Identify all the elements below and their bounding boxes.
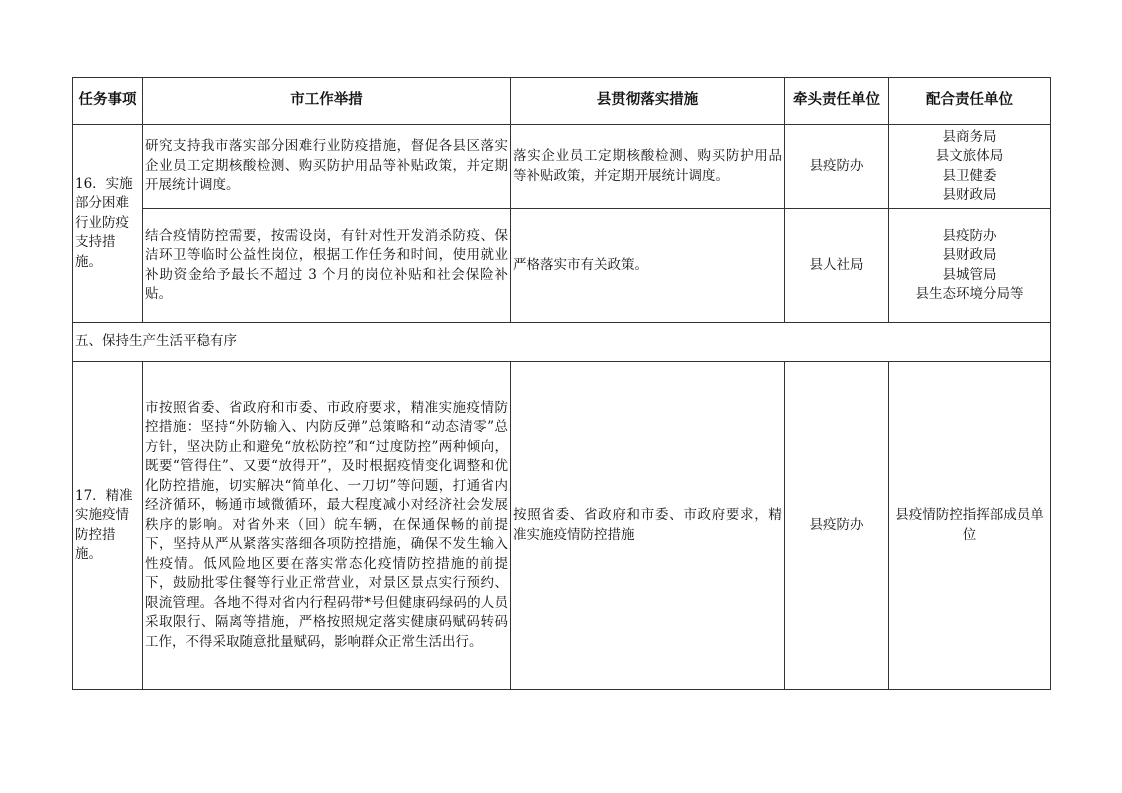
header-coop-unit: 配合责任单位: [889, 78, 1051, 125]
table-row: [73, 362, 1051, 690]
task-16-city-2: 结合疫情防控需要，按需设岗，有针对性开发消杀防疫、保洁环卫等临时公益性岗位，根据工作任务和时间，使用就业补助资金给予最长不超过 3 个月的岗位补贴和社会保险补贴。: [143, 209, 511, 323]
header-lead-unit: 牵头责任单位: [785, 78, 889, 125]
header-county-measures: 县贯彻落实措施: [511, 78, 785, 125]
task-17-city: 市按照省委、省政府和市委、市政府要求，精准实施疫情防控措施：坚持“外防输入、内防反弹”总策略和“动态清零”总方针，坚决防止和避免“放松防控”和“过度防控”两种倾向，既要“管得住”、又要“放得开”，及时根据疫情变化调整和优化防控措施，切实解决“简单化、一刀切”等问题，打通省内经济循环，畅通市域微循环，最大程度减小对经济社会发展秩序的影响。对省外来（回）皖车辆，在保通保畅的前提下，坚持从严从紧落实落细各项防控措施，确保不发生输入性疫情。低风险地区要在落实常态化疫情防控措施的前提下，鼓励批零住餐等行业正常营业，对景区景点实行预约、限流管理。各地不得对省内行程码带*号但健康码绿码的人员采取限行、隔离等措施，严格按照规定落实健康码赋码转码工作，不得采取随意批量赋码，影响群众正常生活出行。: [143, 362, 511, 690]
task-16-city-1: 研究支持我市落实部分困难行业防疫措施，督促各县区落实企业员工定期核酸检测、购买防护用品等补贴政策，并定期开展统计调度。: [143, 125, 511, 209]
coop-unit: 县商务局: [942, 128, 997, 145]
section-row: [73, 323, 1051, 362]
task-17-county: 按照省委、省政府和市委、市政府要求，精准实施疫情防控措施: [511, 362, 785, 690]
coop-unit: 县卫健委: [942, 167, 997, 184]
header-task: 任务事项: [73, 78, 143, 125]
coop-unit: 县生态环境分局等: [915, 286, 1024, 302]
task-16-coop-2: [889, 209, 1051, 323]
coop-unit: 县财政局: [942, 187, 997, 203]
task-table: [72, 77, 1051, 690]
task-16-lead-2: 县人社局: [785, 209, 889, 323]
header-city-measures: 市工作举措: [143, 78, 511, 125]
task-16-lead-1: 县疫防办: [785, 125, 889, 209]
task-17-name: 17．精准实施疫情防控措施。: [73, 362, 143, 690]
table-row: [73, 209, 1051, 323]
coop-unit: 县文旅体局: [935, 148, 1004, 164]
coop-unit: 县城管局: [942, 266, 997, 283]
coop-unit: 县财政局: [942, 247, 997, 263]
task-16-coop-1: [889, 125, 1051, 209]
task-16-county-1: 落实企业员工定期核酸检测、购买防护用品等补贴政策，并定期开展统计调度。: [511, 125, 785, 209]
task-17-coop: 县疫情防控指挥部成员单位: [889, 362, 1051, 690]
header-row: [73, 78, 1051, 125]
task-16-name: 16．实施部分困难行业防疫支持措施。: [73, 125, 143, 323]
task-16-county-2: 严格落实市有关政策。: [511, 209, 785, 323]
table-row: [73, 125, 1051, 209]
task-17-lead: 县疫防办: [785, 362, 889, 690]
coop-unit: 县疫防办: [942, 227, 997, 244]
section-title: 五、保持生产生活平稳有序: [73, 323, 1051, 362]
